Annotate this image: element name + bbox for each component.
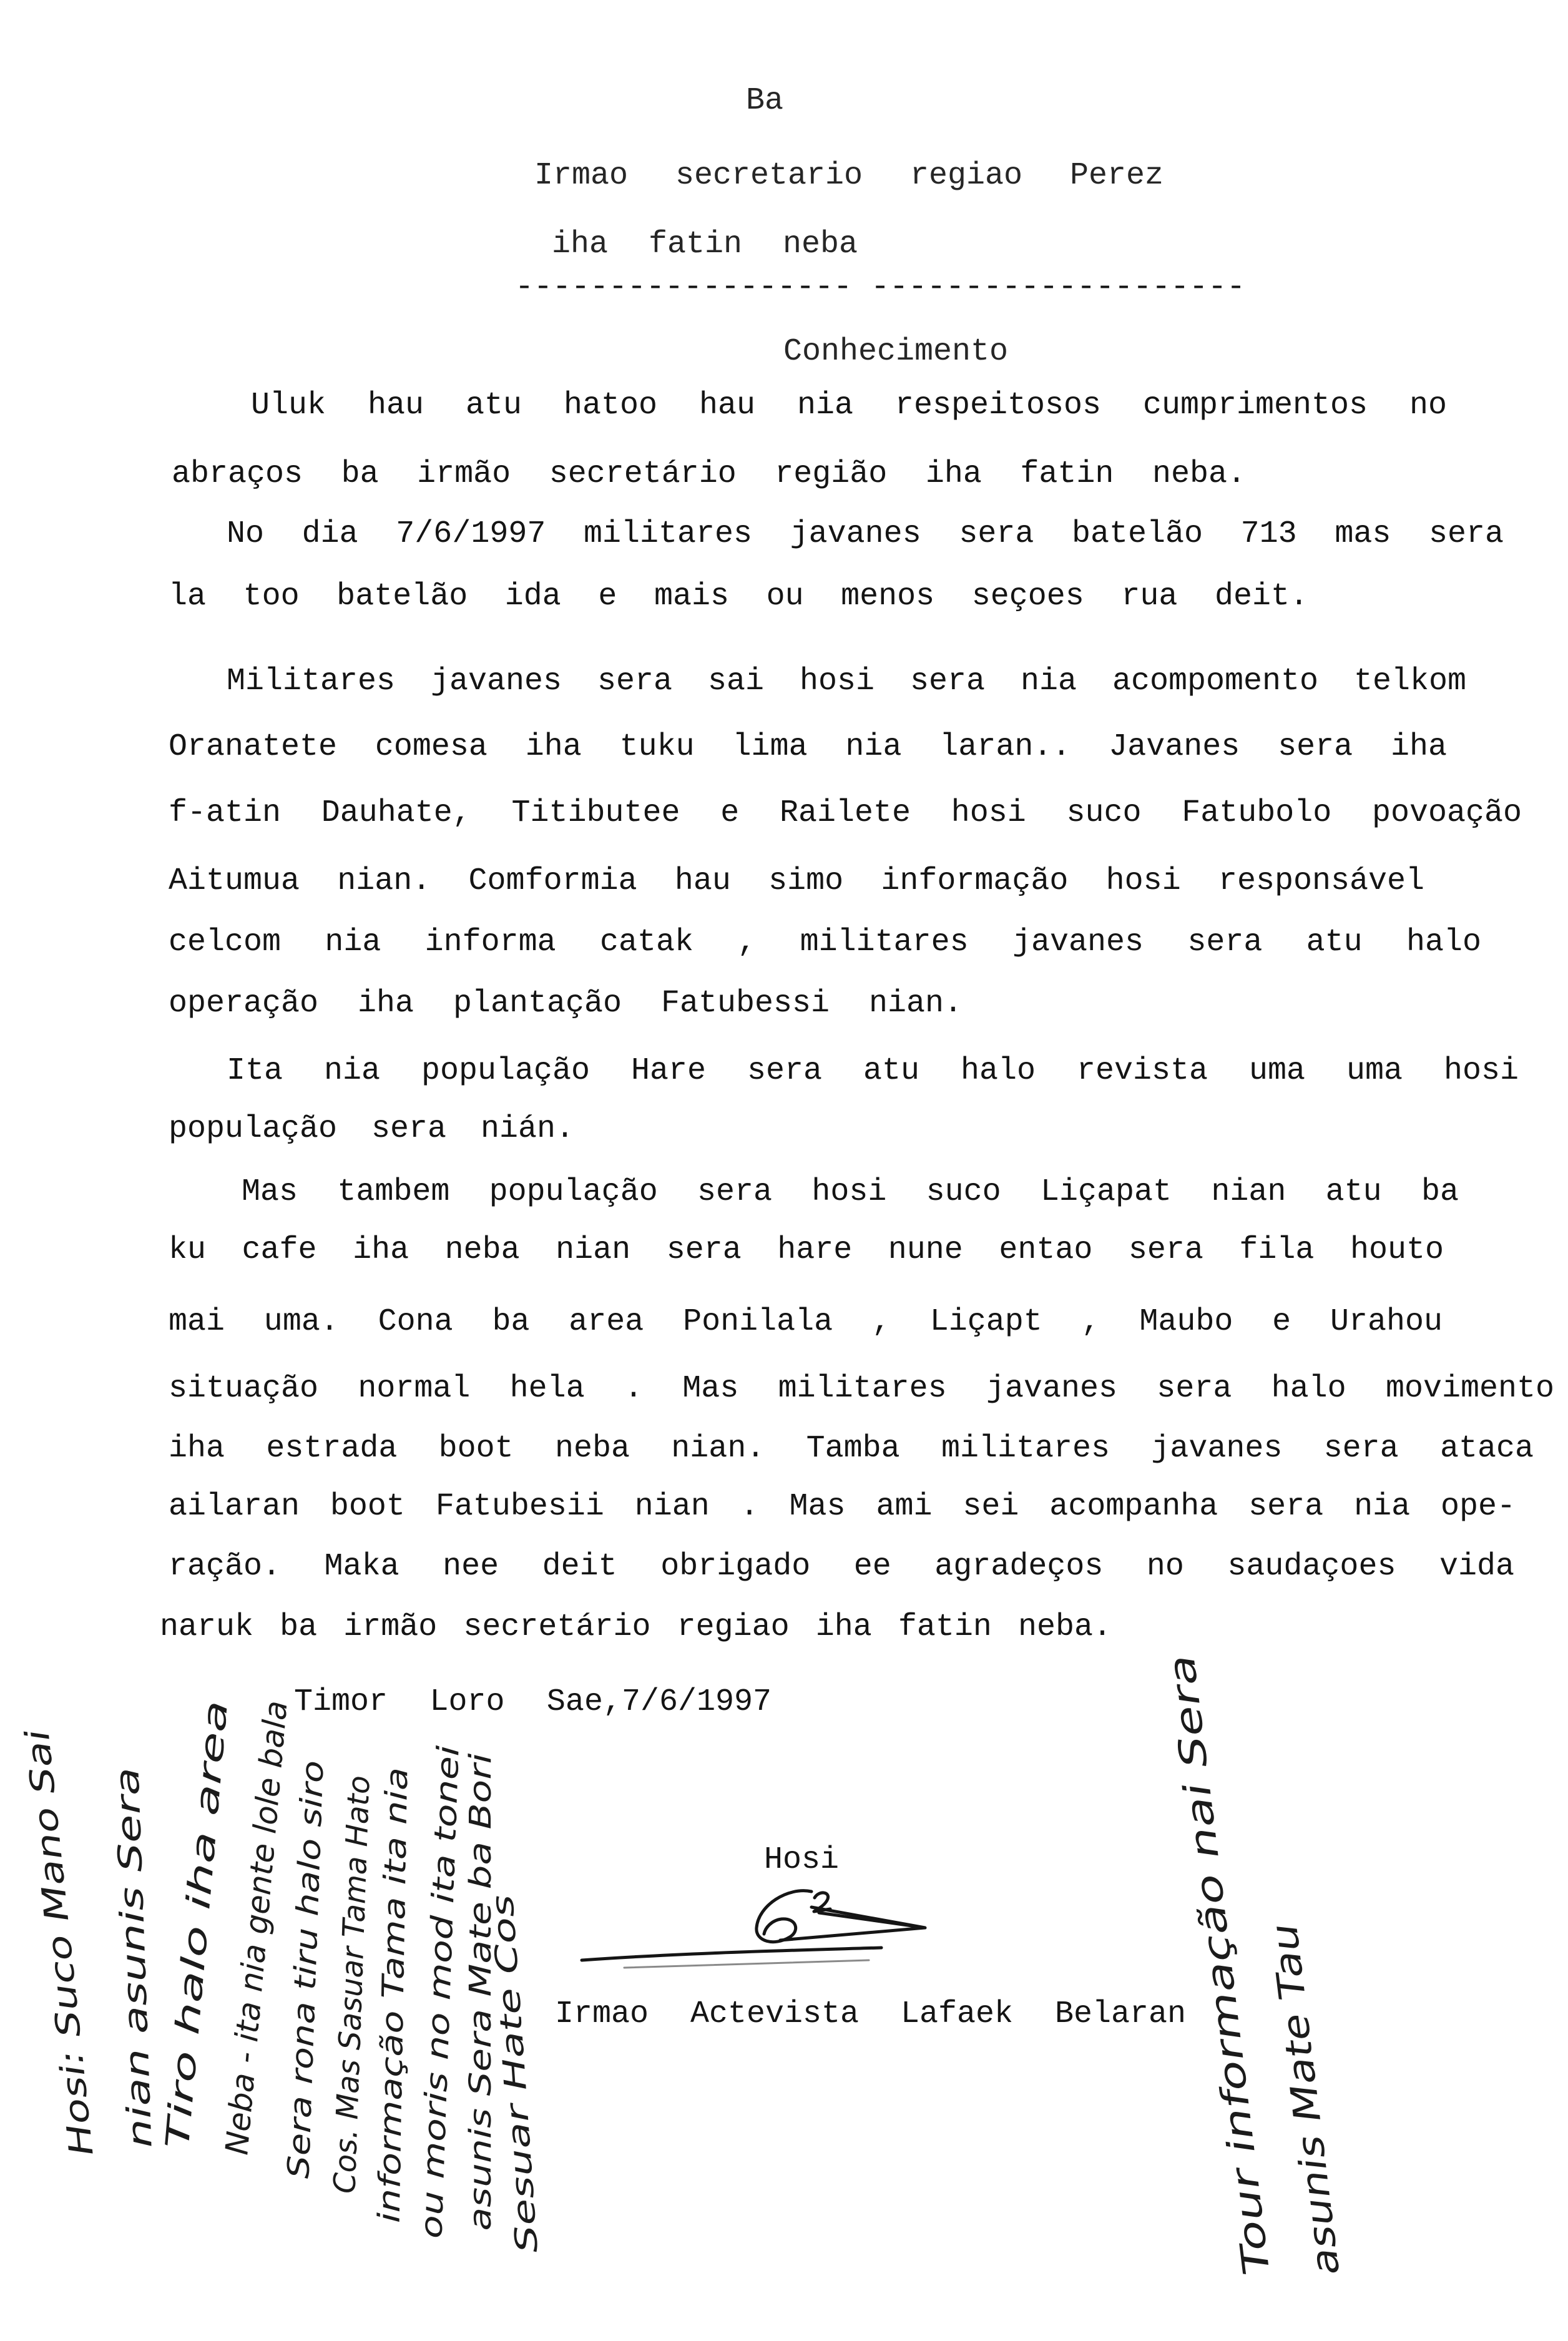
handwritten-line: Cos. Mas Sasuar Tama Hato	[327, 1776, 377, 2194]
body-line: f-atin Dauhate, Titibutee e Railete hosi suco Fatubolo povoação	[169, 795, 1522, 831]
body-line: Militares javanes sera sai hosi sera nia acompomento telkom	[227, 664, 1466, 699]
handwritten-note-right	[1160, 1653, 1348, 2278]
body-line: mai uma. Cona ba area Ponilala , Liçapt , Maubo e Urahou	[169, 1304, 1443, 1340]
body-line: população sera nián.	[169, 1111, 574, 1147]
handwritten-line: Sesuar Hate Cos	[492, 2004, 545, 2254]
handwritten-line: ou moris no mod ita tonei	[414, 1851, 463, 2239]
body-line: iha estrada boot neba nian. Tamba militares javanes sera ataca	[169, 1431, 1534, 1466]
body-line: situação normal hela . Mas militares javanes sera halo movimento	[169, 1371, 1554, 1406]
handwritten-line: asunis Sera Mate ba Bori	[463, 1857, 498, 2231]
body-line: Aitumua nian. Comformia hau simo informação hosi responsável	[169, 863, 1424, 899]
body-line: Mas tambem população sera hosi suco Liçapat nian atu ba	[242, 1174, 1459, 1210]
location-line: iha fatin neba	[552, 227, 858, 262]
body-line: naruk ba irmão secretário regiao iha fatin neba.	[160, 1609, 1112, 1645]
handwritten-line: asunis Mate Tau	[1270, 1982, 1348, 2278]
handwritten-line: Tiro halo iha area	[159, 1863, 222, 2151]
body-line: celcom nia informa catak , militares javanes sera atu halo	[169, 925, 1481, 960]
subject-title: Conhecimento	[783, 334, 1009, 370]
handwritten-line: Hosi: Suco Mano Sai	[29, 1827, 101, 2158]
salutation: Ba	[746, 83, 784, 119]
body-line: Ita nia população Hare sera atu halo revista uma uma hosi	[227, 1053, 1519, 1089]
body-line: Oranatete comesa iha tuku lima nia laran.. Javanes sera iha	[169, 729, 1447, 765]
divider-line: ------------------ --------------------	[515, 270, 1246, 305]
body-line: abraços ba irmão secretário região iha fatin neba.	[172, 456, 1246, 492]
handwritten-line: Neba - ita nia gente lole bala	[218, 1702, 295, 2157]
body-line: ração. Maka nee deit obrigado ee agradeços no saudaçoes vida	[169, 1549, 1514, 1584]
handwritten-line: nian asunis Sera	[112, 1879, 160, 2149]
handwritten-line: Tour informação nai Sera	[1180, 1821, 1278, 2278]
from-label: Hosi	[764, 1842, 840, 1878]
handwritten-line: informação Tama ita nia	[371, 1860, 413, 2224]
handwritten-line: Sera rona tiru halo siro	[281, 1833, 328, 2179]
body-line: operação iha plantação Fatubessi nian.	[169, 986, 963, 1021]
body-line: No dia 7/6/1997 militares javanes sera batelão 713 mas sera	[227, 516, 1504, 552]
body-line: ailaran boot Fatubesii nian . Mas ami sei acompanha sera nia ope-	[169, 1489, 1516, 1524]
body-line: la too batelão ida e mais ou menos seçoes rua deit.	[169, 579, 1308, 614]
handwritten-note-left	[19, 1699, 545, 2254]
signature	[582, 1891, 925, 1968]
place-date: Timor Loro Sae,7/6/1997	[294, 1684, 772, 1720]
body-line: Uluk hau atu hatoo hau nia respeitosos cumprimentos no	[251, 388, 1447, 423]
body-line: ku cafe iha neba nian sera hare nune entao sera fila houto	[169, 1232, 1444, 1268]
sender-name: Irmao Actevista Lafaek Belaran	[555, 1996, 1186, 2032]
recipient-line: Irmao secretario regiao Perez	[534, 158, 1164, 194]
